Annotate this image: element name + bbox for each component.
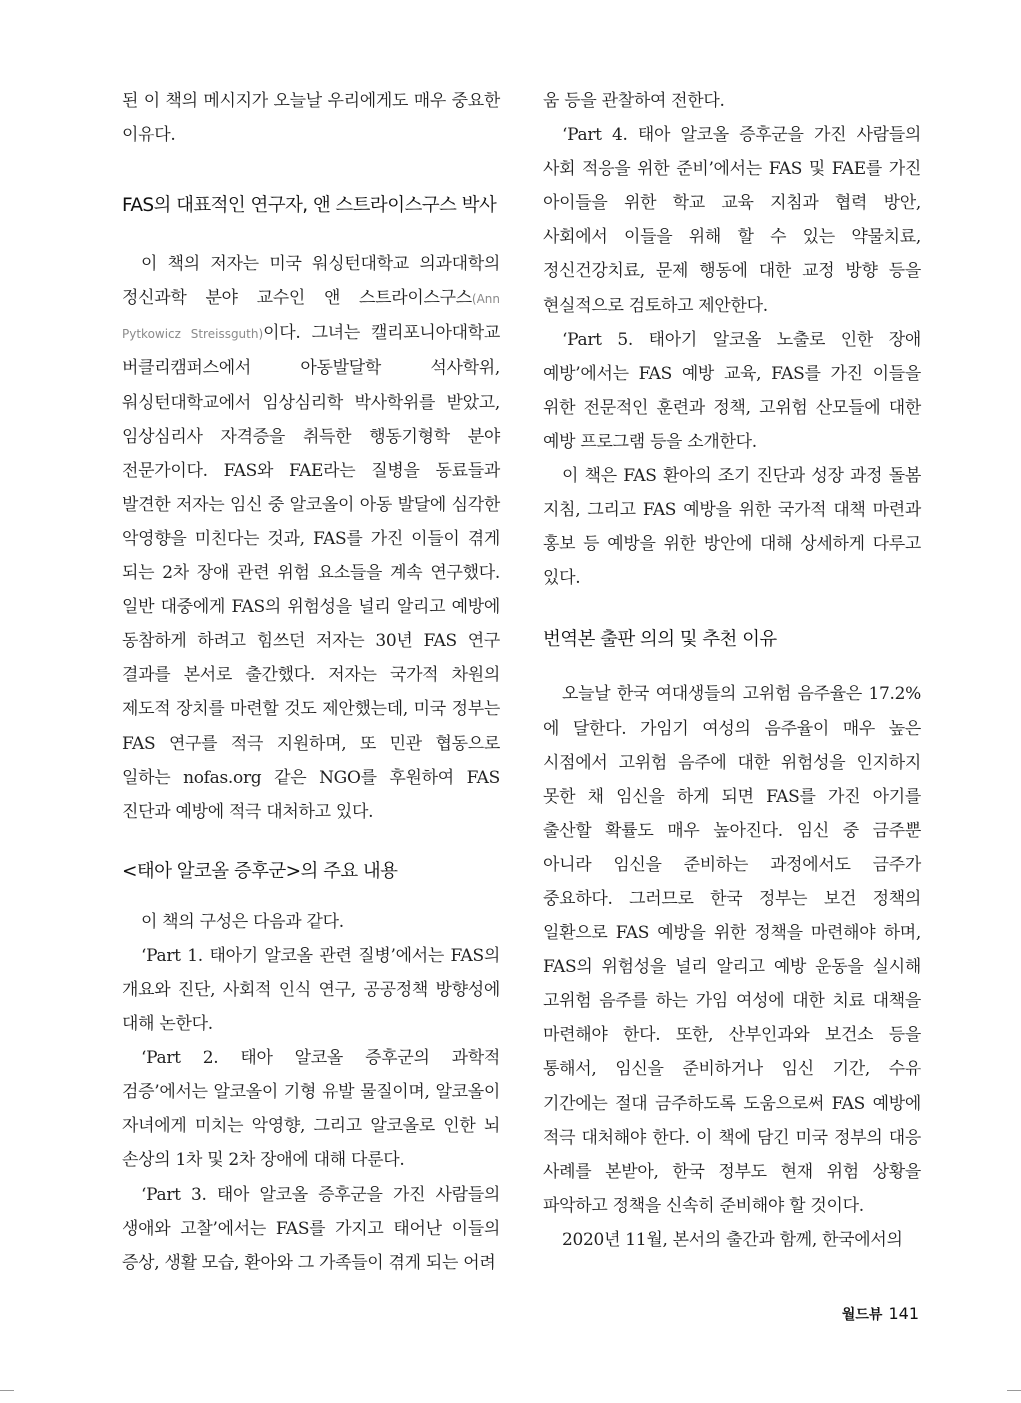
- crop-mark-left: [0, 1390, 14, 1391]
- paragraph-part3: ‘Part 3. 태아 알코올 증후군을 가진 사람들의 생애와 고찰’에서는 FAS를 가지고 태어난 이들의 증상, 생활 모습, 환아와 그 가족들이 겪게 되는 어려: [122, 1184, 500, 1273]
- left-column: [122, 84, 500, 1280]
- paragraph-intro: 된 이 책의 메시지가 오늘날 우리에게도 매우 중요한 이유다.: [122, 91, 500, 146]
- paragraph-last: 2020년 11월, 본서의 출간과 함께, 한국에서의: [562, 1229, 903, 1250]
- author-text-b: 이다. 그녀는 캘리포니아대학교 버클리캠퍼스에서 아동발달학 석사학위, 워싱턴대학교에서 임상심리학 박사학위를 받았고, 임상심리사 자격증을 취득한 행동기형학 분야 전문가이다. FAS와 FAE라는 질병을 동료들과 발견한 저자는 임신 중 알코올이 아동 발달에 심각한 악영향을 미친다는 것과, FAS를 가진 이들이 겪게 되는 2차 장애 관련 위험 요소들을 계속 연구했다. 일반 대중에게 FAS의 위험성을 널리 알리고 예방에 동참하게 하려고 힘쓰던 저자는 30년 FAS 연구 결과를 본서로 출간했다. 저자는 국가적 차원의 제도적 장치를 마련할 것도 제안했는데, 미국 정부는 FAS 연구를 적극 지원하며, 또 민관 협동으로 일하는 nofas.org 같은 NGO를 후원하여 FAS 진단과 예방에 적극 대처하고 있다.: [122, 323, 500, 822]
- author-text-a: 이 책의 저자는 미국 워싱턴대학교 의과대학의 정신과학 분야 교수인 앤 스트라이스구스: [122, 254, 500, 309]
- section-heading-author: FAS의 대표적인 연구자, 앤 스트라이스구스 박사: [122, 195, 497, 217]
- paragraph-part4: ‘Part 4. 태아 알코올 증후군을 가진 사람들의 사회 적응을 위한 준비’에서는 FAS 및 FAE를 가진 아이들을 위한 학교 교육 지침과 협력 방안, 사회에서 이들을 위해 할 수 있는 약물치료, 정신건강치료, 문제 행동에 대한 교정 방향 등을 현실적으로 검토하고 제안한다.: [543, 125, 921, 316]
- paragraph-part5: ‘Part 5. 태아기 알코올 노출로 인한 장애 예방’에서는 FAS 예방 교육, FAS를 가진 이들을 위한 전문적인 훈련과 정책, 고위험 산모들에 대한 예방 프로그램 등을 소개한다.: [543, 329, 921, 452]
- paragraph-part3-continued: 움 등을 관찰하여 전한다.: [543, 91, 725, 111]
- paragraph-summary: 이 책은 FAS 환아의 조기 진단과 성장 과정 돌봄 지침, 그리고 FAS 예방을 위한 국가적 대책 마련과 홍보 등 예방을 위한 방안에 대해 상세하게 다루고 있다.: [543, 466, 921, 589]
- page-footer: [842, 1304, 919, 1324]
- paragraph-part1: ‘Part 1. 태아기 알코올 관련 질병’에서는 FAS의 개요와 진단, 사회적 인식 연구, 공공정책 방향성에 대해 논한다.: [122, 945, 500, 1035]
- author-full-name: (Ann Pytkowicz Streissguth): [122, 292, 500, 342]
- magazine-name: 월드뷰: [841, 1307, 883, 1323]
- paragraph-reason: 오늘날 한국 여대생들의 고위험 음주율은 17.2%에 달한다. 가임기 여성의 음주율이 매우 높은 시점에서 고위험 음주에 대한 위험성을 인지하지 못한 채 임신을 하게 되면 FAS를 가진 아기를 출산할 확률도 매우 높아진다. 임신 중 금주뿐 아니라 임신을 준비하는 과정에서도 금주가 중요하다. 그러므로 한국 정부는 보건 정책의 일환으로 FAS 예방을 위한 정책을 마련해야 하며, FAS의 위험성을 널리 알리고 예방 운동을 실시해 고위험 음주를 하는 가임 여성에 대한 치료 대책을 마련해야 한다. 또한, 산부인과와 보건소 등을 통해서, 임신을 준비하거나 임신 기간, 수유 기간에는 절대 금주하도록 도움으로써 FAS 예방에 적극 대처해야 한다. 이 책에 담긴 미국 정부의 대응 사례를 본받아, 한국 정부도 현재 위험 상황을 파악하고 정책을 신속히 준비해야 할 것이다.: [543, 684, 921, 1216]
- section-heading-reason: 번역본 출판 의의 및 추천 이유: [543, 629, 777, 651]
- page-number: 141: [888, 1304, 919, 1323]
- right-column: [543, 84, 921, 1257]
- crop-mark-right: [1007, 1390, 1021, 1391]
- paragraph-author: [122, 247, 500, 829]
- paragraph-part2: ‘Part 2. 태아 알코올 증후군의 과학적 검증’에서는 알코올이 기형 유발 물질이며, 알코올이 자녀에게 미치는 악영향, 그리고 알코올로 인한 뇌 손상의 1차 및 2차 장애에 대해 다룬다.: [122, 1048, 500, 1171]
- section-heading-content: <태아 알코올 증후군>의 주요 내용: [122, 860, 398, 882]
- paragraph-structure: 이 책의 구성은 다음과 같다.: [141, 911, 344, 932]
